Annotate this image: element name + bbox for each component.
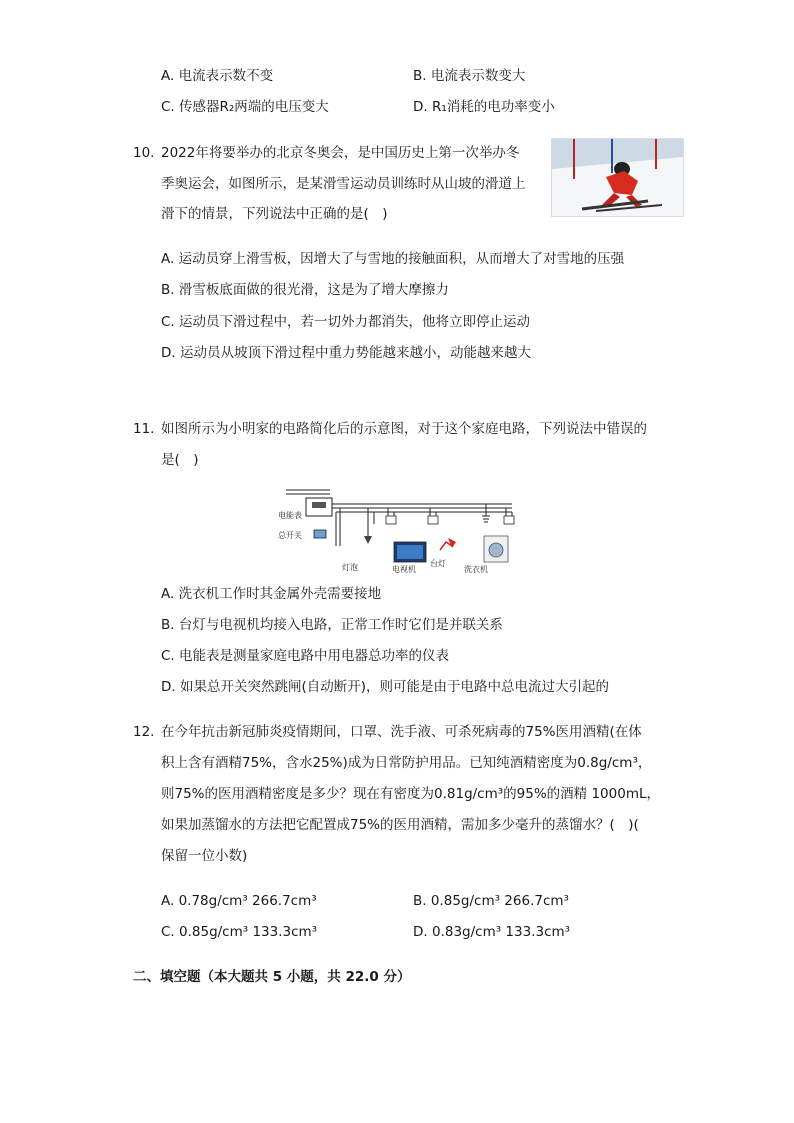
q12-option-a: A. 0.78g/cm³ 266.7cm³ [161, 893, 317, 909]
q11-line-1: 如图所示为小明家的电路简化后的示意图，对于这个家庭电路，下列说法中错误的 [161, 421, 647, 437]
q12-line-4: 如果加蒸馏水的方法把它配置成75%的医用酒精，需加多少毫升的蒸馏水？( )( [161, 817, 639, 833]
q12-line-5: 保留一位小数) [161, 848, 248, 864]
q10-line-1: 2022年将要举办的北京冬奥会，是中国历史上第一次举办冬 [161, 145, 520, 161]
q11-line-2: 是( ) [161, 452, 199, 468]
q12-option-d: D. 0.83g/cm³ 133.3cm³ [413, 924, 571, 940]
bulb-label: 灯泡 [342, 563, 358, 572]
q11-option-d: D. 如果总开关突然跳闸(自动断开)，则可能是由于电路中总电流过大引起的 [161, 679, 610, 695]
q12-number: 12. [133, 724, 155, 740]
q10-option-b: B. 滑雪板底面做的很光滑，这是为了增大摩擦力 [161, 282, 449, 298]
q12-line-1: 在今年抗击新冠肺炎疫情期间，口罩、洗手液、可杀死病毒的75%医用酒精(在体 [161, 724, 642, 740]
q10-option-c: C. 运动员下滑过程中，若一切外力都消失，他将立即停止运动 [161, 314, 531, 330]
q10-line-3: 滑下的情景，下列说法中正确的是( ) [161, 206, 388, 222]
meter-label: 电能表 [278, 511, 302, 520]
lamp-label: 台灯 [430, 559, 446, 568]
tv-label: 电视机 [392, 565, 416, 574]
q11-option-b: B. 台灯与电视机均接入电路，正常工作时它们是并联关系 [161, 617, 503, 633]
switch-label: 总开关 [278, 531, 302, 540]
household-circuit-diagram [276, 486, 522, 576]
q12-line-3: 则75%的医用酒精密度是多少？现在有密度为0.81g/cm³的95%的酒精 1000mL， [161, 786, 660, 802]
q12-option-c: C. 0.85g/cm³ 133.3cm³ [161, 924, 318, 940]
q10-option-a: A. 运动员穿上滑雪板，因增大了与雪地的接触面积，从而增大了对雪地的压强 [161, 251, 625, 267]
q9-option-b: B. 电流表示数变大 [413, 68, 526, 84]
section-2-title: 二、填空题（本大题共 5 小题，共 22.0 分） [133, 969, 411, 985]
q11-option-a: A. 洗衣机工作时其金属外壳需要接地 [161, 586, 382, 602]
q9-option-a: A. 电流表示数不变 [161, 68, 274, 84]
q9-option-c: C. 传感器R₂两端的电压变大 [161, 99, 329, 115]
q9-option-d: D. R₁消耗的电功率变小 [413, 99, 555, 115]
q12-option-b: B. 0.85g/cm³ 266.7cm³ [413, 893, 569, 909]
q10-option-d: D. 运动员从坡顶下滑过程中重力势能越来越小，动能越来越大 [161, 345, 531, 361]
q10-number: 10. [133, 145, 155, 161]
q12-line-2: 积上含有酒精75%，含水25%)成为日常防护用品。已知纯酒精密度为0.8g/cm³， [161, 755, 652, 771]
q11-number: 11. [133, 421, 155, 437]
skier-photo [551, 138, 684, 217]
washer-label: 洗衣机 [464, 565, 488, 574]
q10-line-2: 季奥运会，如图所示，是某滑雪运动员训练时从山坡的滑道上 [161, 176, 526, 192]
q11-option-c: C. 电能表是测量家庭电路中用电器总功率的仪表 [161, 648, 450, 664]
